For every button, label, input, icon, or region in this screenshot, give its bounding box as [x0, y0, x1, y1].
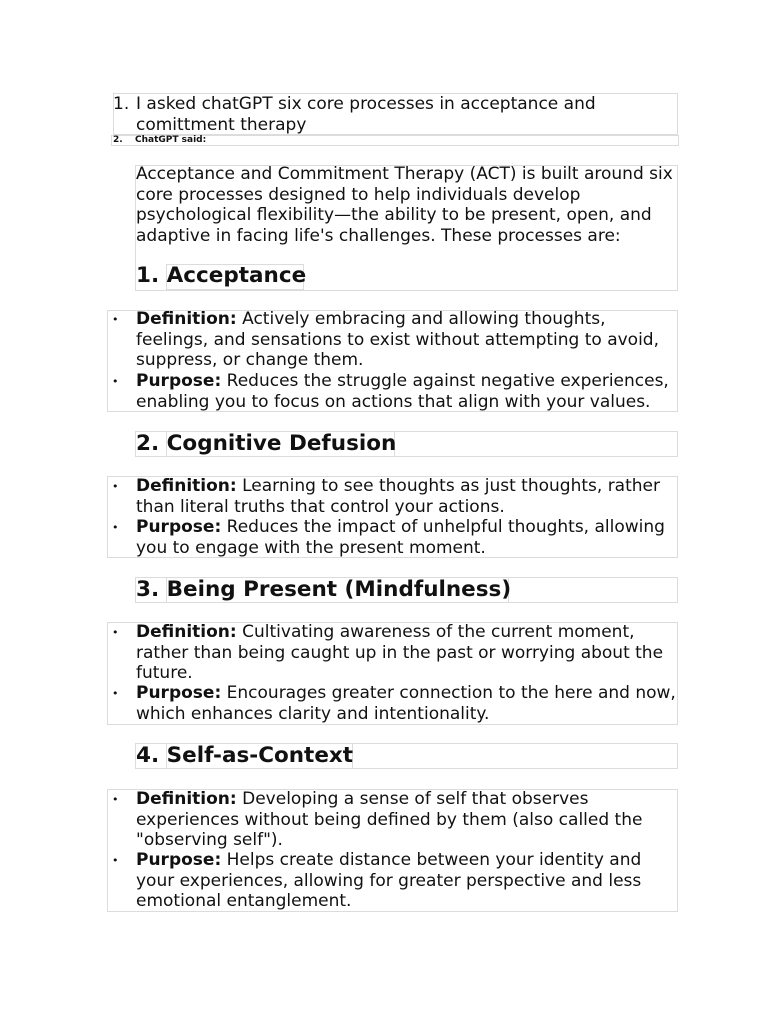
bullet-icon: •	[112, 854, 119, 867]
item-1-text	[136, 94, 596, 135]
section-heading	[136, 743, 353, 769]
intro-line: psychological flexibility—the ability to be present, open, and	[136, 205, 652, 225]
definition-item	[136, 789, 642, 851]
purpose-text: you to engage with the present moment.	[136, 537, 486, 558]
intro-paragraph	[136, 164, 673, 246]
purpose-text: enabling you to focus on actions that align with your values.	[136, 391, 651, 412]
section-number: 2.	[136, 431, 160, 456]
purpose-item	[136, 371, 669, 412]
definition-label: Definition:	[136, 476, 237, 496]
bullet-icon: •	[112, 626, 119, 639]
definition-text: Cultivating awareness of the current moment,	[236, 622, 635, 642]
bullet-icon: •	[112, 375, 119, 388]
purpose-text: your experiences, allowing for greater perspective and less	[136, 870, 642, 891]
section-heading	[136, 577, 511, 603]
definition-text: rather than being caught up in the past or worrying about the	[136, 642, 664, 663]
section-heading	[136, 431, 396, 457]
purpose-item	[136, 517, 665, 558]
section-title: Cognitive Defusion	[166, 431, 397, 456]
section-number: 1.	[136, 263, 160, 288]
bullet-icon: •	[112, 480, 119, 493]
definition-text: experiences without being defined by them (also called the	[136, 809, 643, 830]
definition-label: Definition:	[136, 309, 237, 329]
purpose-text: Reduces the impact of unhelpful thoughts, allowing	[221, 517, 665, 537]
definition-text: future.	[136, 663, 193, 683]
bullet-icon: •	[112, 793, 119, 806]
purpose-label: Purpose:	[136, 371, 222, 391]
section-number: 4.	[136, 743, 160, 768]
intro-line: Acceptance and Commitment Therapy (ACT) is built around six	[136, 164, 673, 184]
purpose-item	[136, 683, 676, 724]
purpose-text: Helps create distance between your identity and	[221, 850, 642, 870]
purpose-text: emotional entanglement.	[136, 891, 352, 911]
definition-text: feelings, and sensations to exist without attempting to avoid,	[136, 329, 659, 350]
bullet-icon: •	[112, 687, 119, 700]
section-title: Being Present (Mindfulness)	[166, 577, 512, 602]
purpose-text: Encourages greater connection to the here and now,	[221, 683, 676, 703]
intro-line: adaptive in facing life's challenges. These processes are:	[136, 225, 621, 246]
definition-text: "observing self").	[136, 830, 283, 850]
purpose-label: Purpose:	[136, 850, 222, 870]
section-number: 3.	[136, 577, 160, 602]
item-1-number: 1.	[113, 94, 130, 114]
purpose-label: Purpose:	[136, 683, 222, 703]
section-heading	[136, 263, 306, 289]
purpose-item	[136, 850, 641, 912]
definition-text: Developing a sense of self that observes	[236, 789, 589, 809]
intro-line: core processes designed to help individuals develop	[136, 184, 581, 205]
definition-label: Definition:	[136, 622, 237, 642]
definition-item	[136, 309, 659, 371]
purpose-text: Reduces the struggle against negative experiences,	[221, 371, 669, 391]
item-2-number: 2.	[113, 135, 123, 145]
bullet-icon: •	[112, 313, 119, 326]
item-1-line: I asked chatGPT six core processes in acceptance and	[136, 94, 596, 114]
definition-item	[136, 476, 660, 517]
section-title: Acceptance	[166, 263, 307, 288]
section-title: Self-as-Context	[166, 743, 354, 768]
definition-text: suppress, or change them.	[136, 350, 364, 370]
purpose-label: Purpose:	[136, 517, 222, 537]
purpose-text: which enhances clarity and intentionality.	[136, 703, 490, 724]
definition-item	[136, 622, 663, 684]
definition-text: than literal truths that control your actions.	[136, 496, 505, 517]
bullet-icon: •	[112, 521, 119, 534]
definition-text: Actively embracing and allowing thoughts,	[236, 309, 606, 329]
item-1-line: comittment therapy	[136, 114, 307, 135]
definition-text: Learning to see thoughts as just thoughts, rather	[236, 476, 660, 496]
definition-label: Definition:	[136, 789, 237, 809]
chatgpt-said-label: ChatGPT said:	[135, 135, 207, 145]
